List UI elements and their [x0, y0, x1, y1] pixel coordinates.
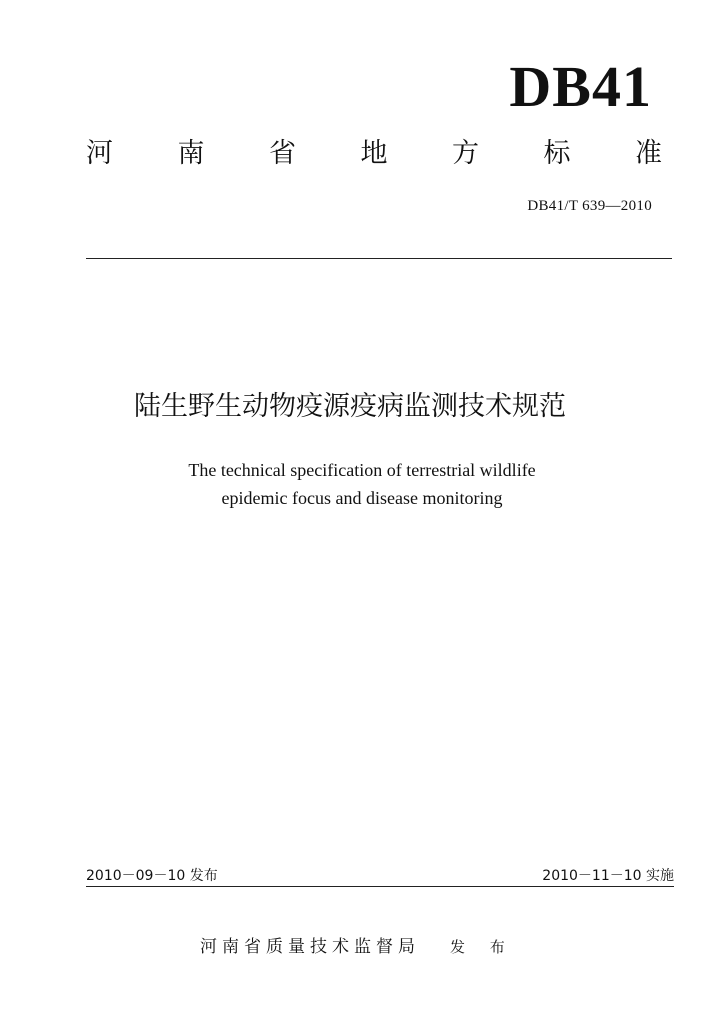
- issue-word: 发 布: [450, 938, 515, 956]
- header-char: 方: [452, 138, 479, 169]
- bottom-divider: [86, 886, 674, 887]
- standard-code: DB41: [509, 54, 652, 119]
- header-char: 准: [635, 138, 662, 169]
- header-char: 标: [543, 138, 571, 169]
- header-char: 河: [86, 138, 113, 169]
- issuer-line: [200, 932, 515, 957]
- header-henan-local-standard: [86, 140, 662, 167]
- standard-number: DB41/T 639—2010: [527, 198, 652, 214]
- header-char: 地: [360, 138, 388, 169]
- implement-date: 2010－11－10 实施: [542, 868, 674, 884]
- top-divider: [86, 258, 672, 259]
- release-date: 2010－09－10 发布: [86, 868, 218, 884]
- title-english-line-2: epidemic focus and disease monitoring: [221, 488, 503, 508]
- title-chinese-text: 陆生野生动物疫源疫病监测技术规范: [134, 391, 566, 422]
- title-english-line-1: The technical specification of terrestrial wildlife: [188, 460, 536, 480]
- date-row: [86, 867, 674, 885]
- title-chinese: [0, 393, 724, 420]
- title-english: [0, 456, 724, 512]
- header-char: 南: [177, 138, 205, 169]
- issuer-name: 河南省质量技术监督局: [200, 937, 420, 957]
- header-char: 省: [269, 138, 296, 169]
